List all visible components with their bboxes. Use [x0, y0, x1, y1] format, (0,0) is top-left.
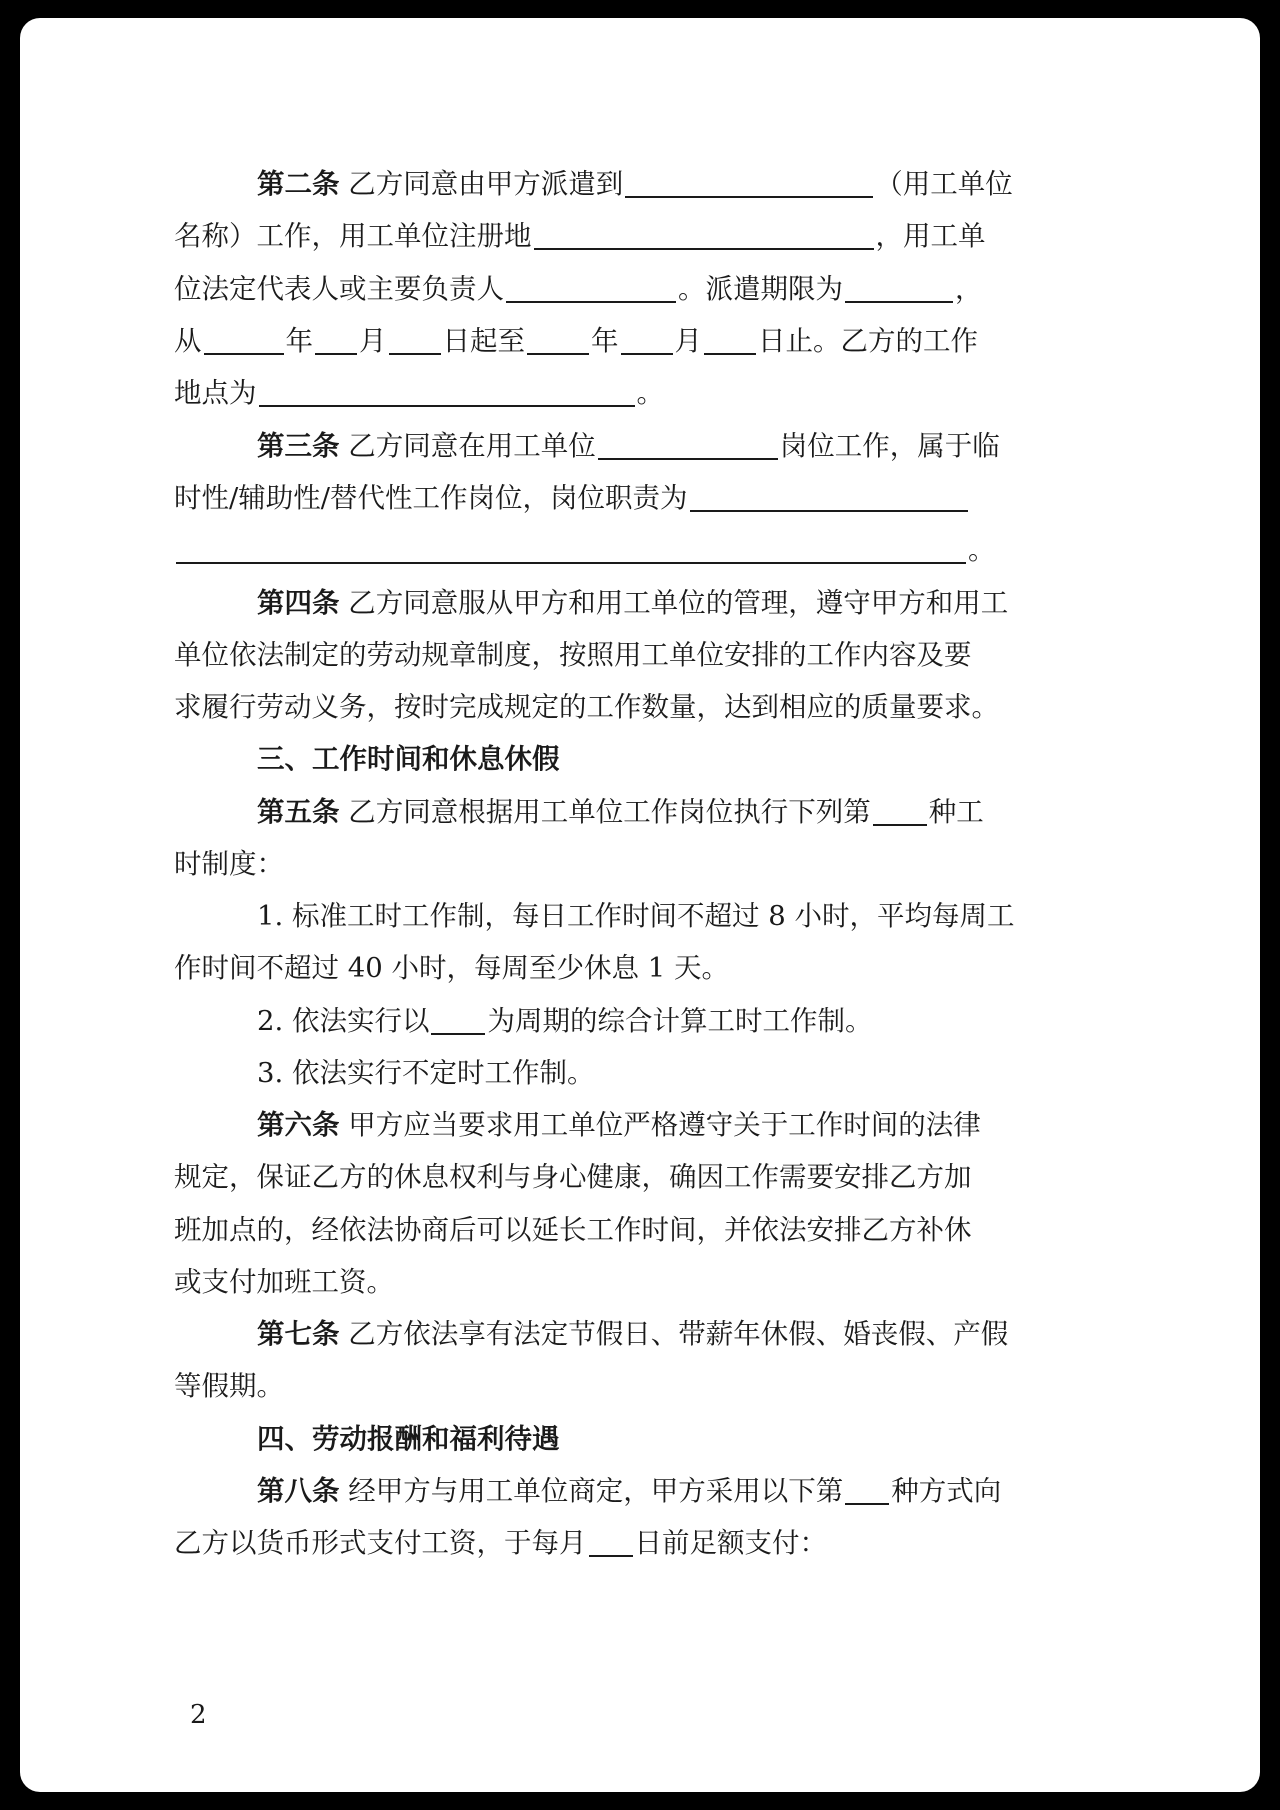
article7-line1: 第七条 乙方依法享有法定节假日、带薪年休假、婚丧假、产假: [257, 1318, 1009, 1350]
hours-type-blank: [873, 798, 927, 826]
section3-heading: 三、工作时间和休息休假: [257, 743, 560, 775]
section4-heading: 四、劳动报酬和福利待遇: [257, 1423, 560, 1455]
article4-line3: 求履行劳动义务，按时完成规定的工作数量，达到相应的质量要求。: [174, 691, 999, 723]
article4-title: 第四条: [257, 587, 340, 619]
article6-line4: 或支付加班工资。: [174, 1266, 394, 1298]
article6-line3: 班加点的，经依法协商后可以延长工作时间，并依法安排乙方补休: [174, 1214, 972, 1246]
dispatch-unit-blank: [625, 170, 873, 198]
article2-line3: 位法定代表人或主要负责人 。派遣期限为 ，: [174, 273, 983, 305]
article5-line1: 第五条 乙方同意根据用工单位工作岗位执行下列第 种工: [257, 796, 984, 828]
duties-blank-1: [690, 484, 968, 512]
payment-method-blank: [845, 1477, 889, 1505]
article5-option1-line1: 1. 标准工时工作制，每日工作时间不超过 8 小时，平均每周工: [257, 900, 1015, 932]
article5-line2: 时制度：: [174, 848, 284, 880]
article6-title: 第六条: [257, 1109, 340, 1141]
article2-title: 第二条: [257, 168, 340, 200]
article2-line5: 地点为 。: [174, 377, 664, 409]
article5-title: 第五条: [257, 796, 340, 828]
article8-line1: 第八条 经甲方与用工单位商定，甲方采用以下第 种方式向: [257, 1475, 1002, 1507]
start-day-blank: [389, 327, 441, 355]
end-month-blank: [621, 327, 673, 355]
article8-title: 第八条: [257, 1475, 340, 1507]
article3-line3: 。: [174, 532, 996, 568]
article6-line1: 第六条 甲方应当要求用工单位严格遵守关于工作时间的法律: [257, 1109, 981, 1141]
article4-line2: 单位依法制定的劳动规章制度，按照用工单位安排的工作内容及要: [174, 639, 972, 671]
article2-line4: 从 年 月 日起至 年 月 日止。乙方的工作: [174, 325, 978, 357]
article7-title: 第七条: [257, 1318, 340, 1350]
article8-line2: 乙方以货币形式支付工资，于每月 日前足额支付：: [174, 1527, 827, 1559]
period-blank: [431, 1007, 485, 1035]
duties-blank-2: [176, 536, 966, 564]
article4-line1: 第四条 乙方同意服从甲方和用工单位的管理，遵守甲方和用工: [257, 587, 1009, 619]
end-year-blank: [527, 327, 589, 355]
dispatch-period-blank: [845, 275, 953, 303]
article2-line1: 第二条 乙方同意由甲方派遣到 （用工单位: [257, 168, 1013, 200]
article5-option1-line2: 作时间不超过 40 小时，每周至少休息 1 天。: [174, 952, 729, 984]
article6-line2: 规定，保证乙方的休息权利与身心健康，确因工作需要安排乙方加: [174, 1161, 972, 1193]
article3-title: 第三条: [257, 430, 340, 462]
pay-day-blank: [589, 1529, 633, 1557]
article3-line2: 时性/辅助性/替代性工作岗位，岗位职责为: [174, 480, 970, 516]
page-number: 2: [190, 1700, 207, 1730]
article5-option2: 2. 依法实行以 为周期的综合计算工时工作制。: [257, 1005, 873, 1037]
document-page: [20, 18, 1260, 1792]
article5-option3: 3. 依法实行不定时工作制。: [257, 1057, 595, 1089]
registered-address-blank: [534, 222, 874, 250]
position-blank: [598, 432, 778, 460]
work-location-blank: [259, 379, 635, 407]
article2-line2: 名称）工作，用工单位注册地 ，用工单: [174, 220, 986, 252]
end-day-blank: [704, 327, 756, 355]
start-month-blank: [315, 327, 357, 355]
article7-line2: 等假期。: [174, 1370, 284, 1402]
start-year-blank: [204, 327, 284, 355]
article3-line1: 第三条 乙方同意在用工单位 岗位工作，属于临: [257, 430, 1000, 462]
legal-representative-blank: [506, 275, 676, 303]
